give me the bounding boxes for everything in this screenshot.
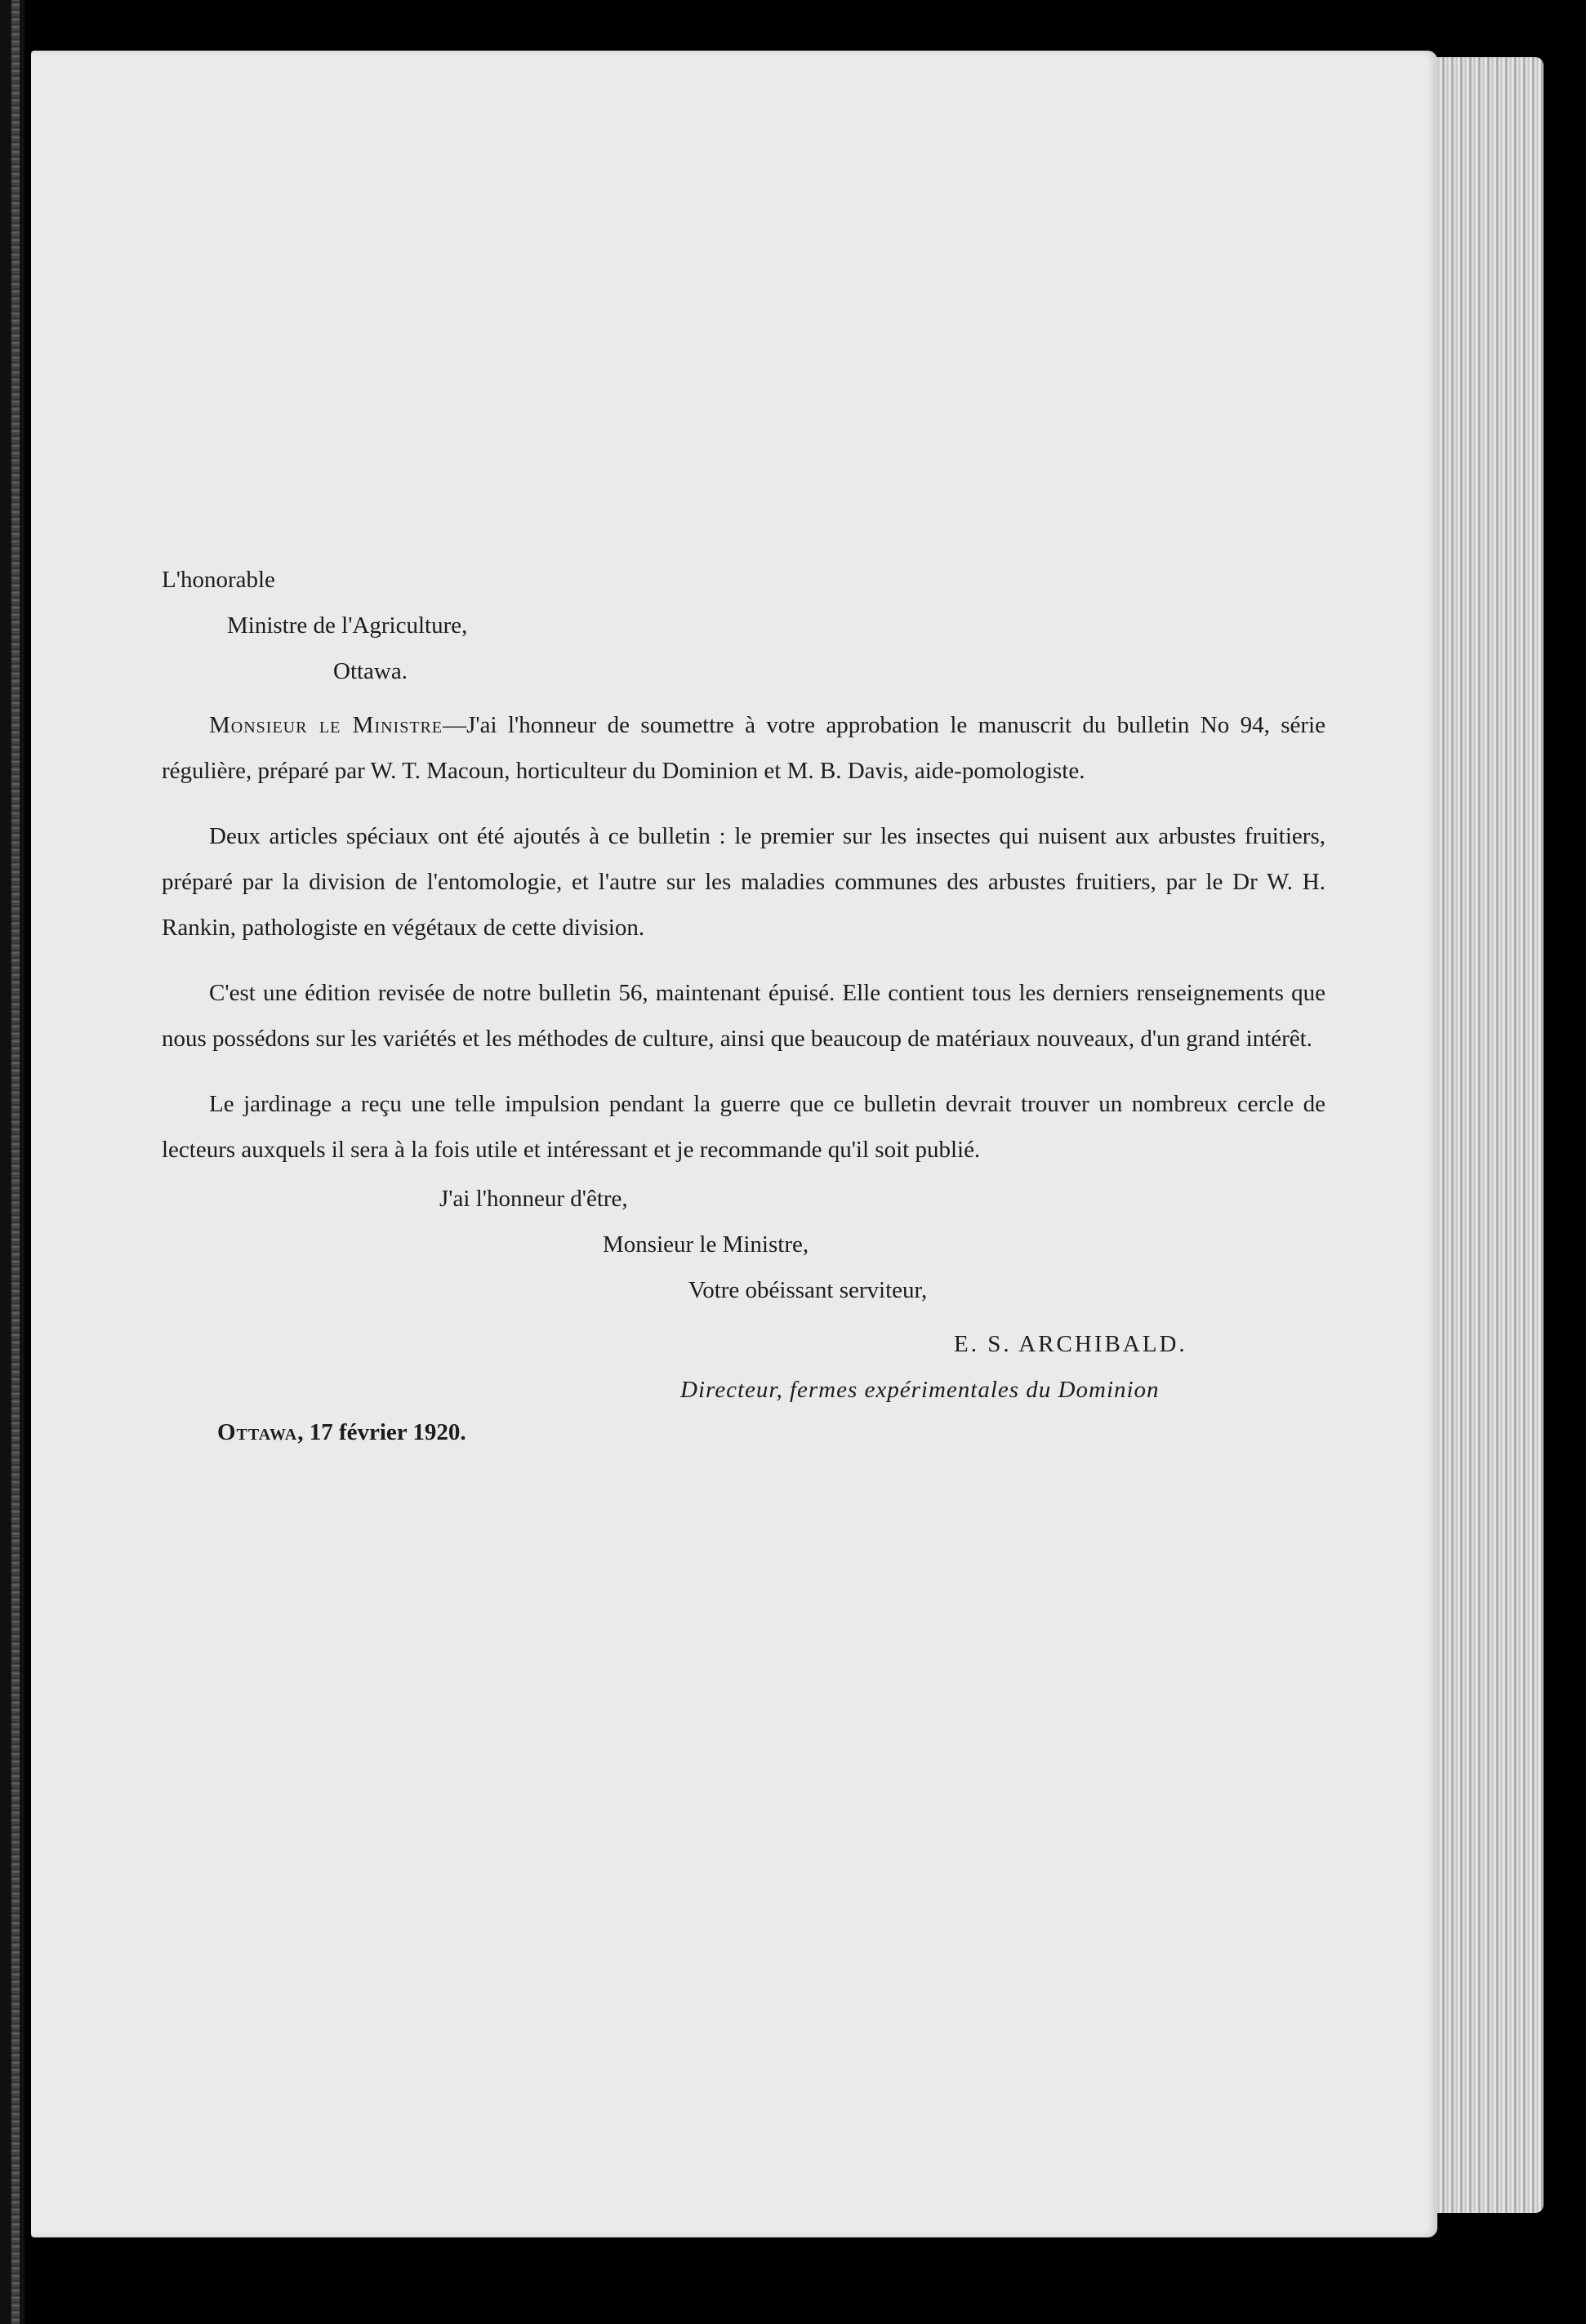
address-line-2: Ministre de l'Agriculture,: [227, 612, 468, 639]
salutation: Monsieur le Ministre: [209, 712, 443, 738]
address-line-3: Ottawa.: [333, 658, 408, 684]
closing-line-2: Monsieur le Ministre,: [603, 1231, 809, 1258]
document-page: [31, 51, 1437, 2237]
paragraph-3: C'est une édition revisée de notre bulletin 56, maintenant épuisé. Elle contient tous les derniers renseignements que nous possédons sur les variétés et les méthodes de culture, ainsi que beaucoup de matériaux nouveaux, d'un grand intérêt.: [162, 980, 1325, 1052]
date: , 17 février 1920.: [297, 1419, 466, 1445]
place-and-date: [217, 1409, 1325, 1455]
book-page-edges: [1421, 57, 1544, 2213]
signature-name: E. S. ARCHIBALD.: [954, 1331, 1187, 1357]
paragraph-4: Le jardinage a reçu une telle impulsion pendant la guerre que ce bulletin devrait trouver un nombreux cercle de lecteurs auxquels il sera à la fois utile et intéressant et je recommande qu'il soit publié.: [162, 1091, 1325, 1163]
signature-title: Directeur, fermes expérimentales du Dominion: [680, 1377, 1160, 1403]
address-line-1: L'honorable: [162, 567, 275, 593]
paragraph-1: [162, 702, 1325, 794]
closing-line-1: J'ai l'honneur d'être,: [439, 1186, 628, 1212]
letter-body: [162, 557, 1325, 1455]
adjacent-page-sliver: [11, 0, 20, 2324]
paragraph-1-text: —J'ai l'honneur de soumettre à votre approbation le manuscrit du bulletin No 94, série régulière, préparé par W. T. Macoun, horticulteur du Dominion et M. B. Davis, aide-pomologiste.: [162, 712, 1325, 784]
paragraph-2: Deux articles spéciaux ont été ajoutés à ce bulletin : le premier sur les insectes qui nuisent aux arbustes fruitiers, préparé par la division de l'entomologie, et l'autre sur les maladies communes des arbustes fruitiers, par le Dr W. H. Rankin, pathologiste en végétaux de cette division.: [162, 823, 1325, 941]
place: Ottawa: [217, 1419, 298, 1445]
closing-line-3: Votre obéissant serviteur,: [688, 1277, 928, 1303]
scan-border-left: [0, 0, 25, 2324]
